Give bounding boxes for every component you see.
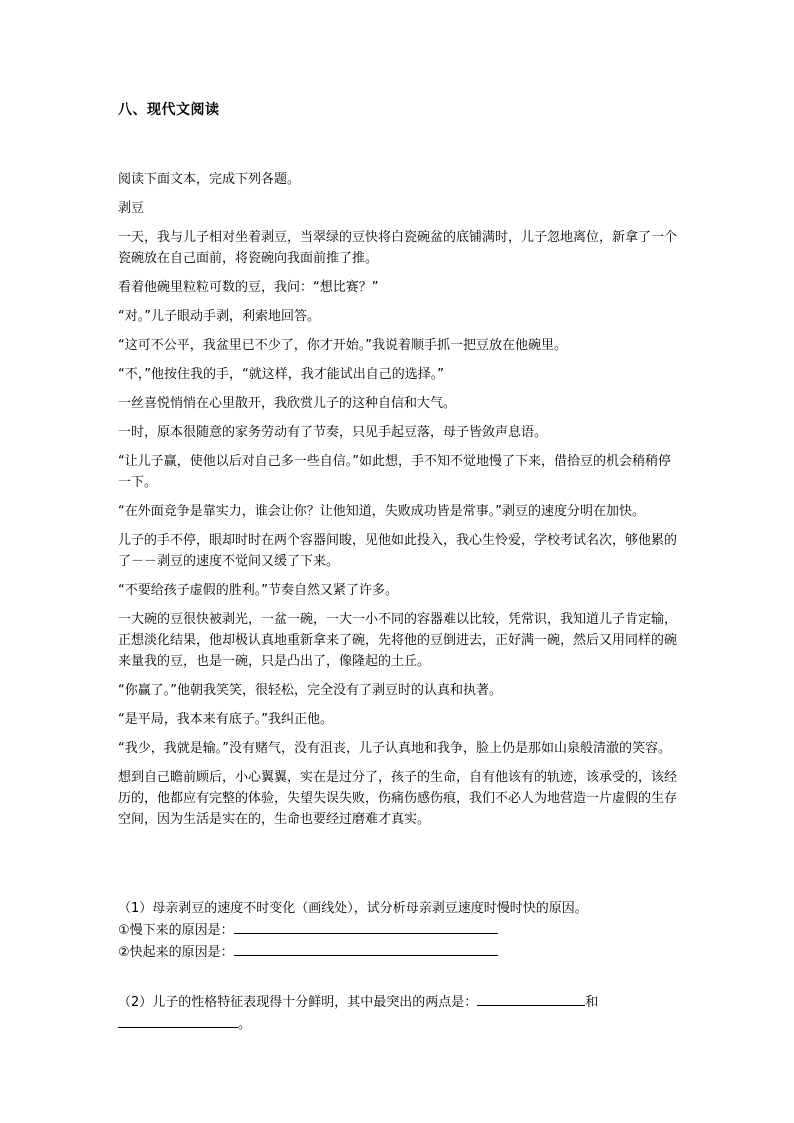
paragraph-13: “你赢了。”他朝我笑笑，很轻松，完全没有了剥豆时的认真和执著。 — [118, 683, 502, 698]
answer-blank-1a[interactable] — [234, 919, 498, 934]
article-title: 剥豆 — [118, 201, 145, 216]
paragraph-8: “让儿子赢，使他以后对自己多一些自信。”如此想，手不知不觉地慢了下来，借拾豆的机会稍稍停一下。 — [118, 454, 671, 490]
answer-blank-2a[interactable] — [477, 991, 585, 1006]
paragraph-10: 儿子的手不停，眼却时时在两个容器间睃，见他如此投入，我心生怜爱，学校考试名次，够他累的了－－剥豆的速度不觉间又缓了下来。 — [118, 533, 678, 569]
paragraph-6: 一丝喜悦悄悄在心里散开，我欣赏儿子的这种自信和大气。 — [118, 396, 457, 411]
answer-blank-1b[interactable] — [234, 941, 498, 956]
paragraph-16: 想到自己瞻前顾后，小心翼翼，实在是过分了，孩子的生命，自有他该有的轨迹，该承受的，该经历的，他都应有完整的体验，失望失误失败，伤痛伤感伤痕，我们不必人为地营造一片虚假的生存空间，因为生活是实在的，生命也要经过磨难才真实。 — [118, 770, 678, 827]
paragraph-4: “这可不公平，我盆里已不少了，你才开始。”我说着顺手抓一把豆放在他碗里。 — [118, 338, 567, 353]
paragraph-5: “不，”他按住我的手，“就这样，我才能试出自己的选择。” — [118, 367, 444, 382]
reading-passage — [118, 169, 678, 838]
answer-blank-2b[interactable] — [118, 1013, 238, 1028]
question-2-continued — [118, 1013, 678, 1035]
question-2-end: 。 — [238, 1017, 252, 1032]
paragraph-2: 看着他碗里粒粒可数的豆，我问：“想比赛？” — [118, 280, 379, 295]
paragraph-12: 一大碗的豆很快被剥光，一盆一碗，一大一小不同的容器难以比较，凭常识，我知道儿子肯定输，正想淡化结果，他却极认真地重新拿来了碗，先将他的豆倒进去，正好满一碗，然后又用同样的碗来量我的豆，也是一碗，只是凸出了，像隆起的土丘。 — [118, 612, 678, 669]
question-1-stem: （1）母亲剥豆的速度不时变化（画线处），试分析母亲剥豆速度时慢时快的原因。 — [118, 901, 588, 916]
paragraph-3: “对。”儿子眼动手剥，利索地回答。 — [118, 309, 320, 324]
questions-section — [118, 898, 678, 1035]
question-1-part-b-label: ②快起来的原因是： — [118, 945, 234, 960]
paragraph-7: 一时，原本很随意的家务劳动有了节奏，只见手起豆落，母子皆敛声息语。 — [118, 425, 548, 440]
paragraph-11: “不要给孩子虚假的胜利。”节奏自然又紧了许多。 — [118, 583, 398, 598]
question-2-stem: （2）儿子的性格特征表现得十分鲜明，其中最突出的两点是： — [118, 995, 478, 1010]
question-2-connector: 和 — [585, 995, 599, 1010]
paragraph-15: “我少，我就是输。”没有赌气，没有沮丧，儿子认真地和我争，脸上仍是那如山泉般清澈的笑容。 — [118, 741, 671, 756]
paragraph-14: “是平局，我本来有底子。”我纠正他。 — [118, 712, 333, 727]
question-1-part-b — [118, 941, 678, 963]
question-1-part-a — [118, 919, 678, 941]
question-1-part-a-label: ①慢下来的原因是： — [118, 923, 234, 938]
question-2 — [118, 991, 678, 1013]
paragraph-9: “在外面竞争是靠实力，谁会让你？让他知道，失败成功皆是常事。”剥豆的速度分明在加快。 — [118, 504, 645, 519]
paragraph-1: 一天，我与儿子相对坐着剥豆，当翠绿的豆快将白瓷碗盆的底铺满时，儿子忽地离位，新拿了一个瓷碗放在自己面前，将瓷碗向我面前推了推。 — [118, 230, 678, 266]
instruction-text: 阅读下面文本，完成下列各题。 — [118, 172, 301, 187]
section-title: 八、现代文阅读 — [118, 102, 220, 118]
